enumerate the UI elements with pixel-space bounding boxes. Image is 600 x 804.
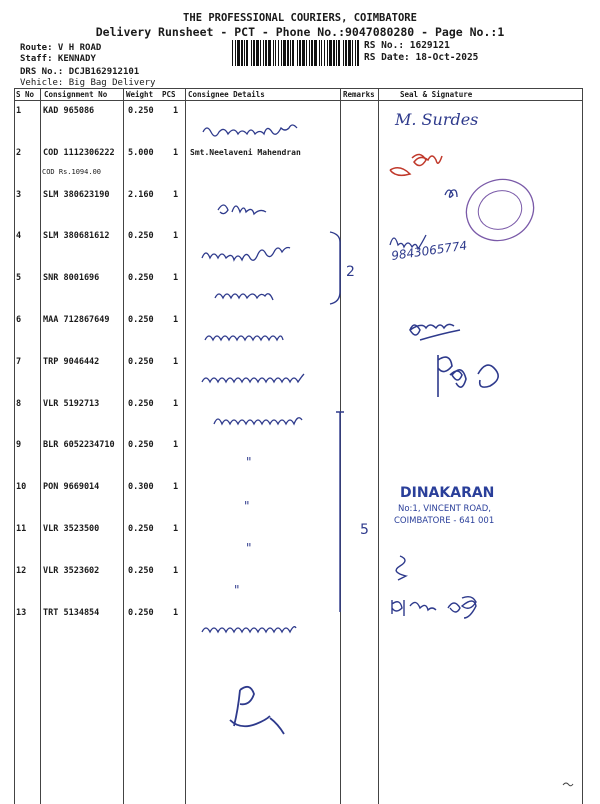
barcode-bar — [287, 40, 289, 66]
header-sno: S No — [16, 90, 35, 99]
bracket-rows-4-6 — [330, 232, 340, 304]
barcode-bar — [306, 40, 307, 66]
cell-consignment-no: BLR 6052234710 — [43, 440, 115, 450]
cell-sno: 6 — [16, 315, 22, 325]
seal-stamp-circle — [458, 170, 542, 250]
cell-sno: 7 — [16, 357, 22, 367]
barcode-bar — [321, 40, 322, 66]
handwritten-consignee-5 — [215, 294, 273, 300]
barcode-bar — [336, 40, 337, 66]
barcode-bar — [283, 40, 286, 66]
cell-consignment-no: MAA 712867649 — [43, 315, 110, 325]
cell-weight: 0.250 — [128, 273, 154, 283]
cell-consignee: Smt.Neelaveni Mahendran — [190, 148, 301, 157]
staff-label: Staff: KENNADY — [20, 54, 96, 64]
cell-consignment-no: KAD 965086 — [43, 106, 95, 116]
cell-sno: 3 — [16, 190, 22, 200]
barcode-bar — [329, 40, 332, 66]
cell-pcs: 1 — [173, 608, 179, 618]
barcode-graphic — [232, 40, 360, 66]
col-divider — [123, 88, 124, 804]
rs-date: RS Date: 18-Oct-2025 — [364, 52, 479, 63]
cell-weight: 0.250 — [128, 608, 154, 618]
signature-row3 — [445, 190, 457, 197]
cell-pcs: 1 — [173, 231, 179, 241]
table-top-border — [14, 88, 582, 89]
cell-weight: 2.160 — [128, 190, 154, 200]
col-divider — [185, 88, 186, 804]
signature-row12 — [396, 556, 406, 580]
barcode-bar — [275, 40, 276, 66]
col-divider — [14, 88, 15, 804]
header-consignment: Consignment No — [44, 90, 108, 99]
cell-weight: 0.250 — [128, 106, 154, 116]
barcode-bar — [281, 40, 282, 66]
barcode-bar — [235, 40, 236, 66]
barcode-bar — [319, 40, 320, 66]
barcode-bar — [327, 40, 328, 66]
handwritten-consignee-6 — [205, 336, 283, 340]
header-seal-signature: Seal & Signature — [400, 90, 473, 99]
cell-sno: 2 — [16, 148, 22, 158]
cell-pcs: 1 — [173, 566, 179, 576]
ditto-mark: " — [234, 583, 240, 597]
barcode-bar — [345, 40, 347, 66]
cell-sno: 12 — [16, 566, 27, 576]
cell-pcs: 1 — [173, 190, 179, 200]
cell-pcs: 1 — [173, 524, 179, 534]
rs-number: RS No.: 1629121 — [364, 40, 450, 51]
cell-weight: 0.250 — [128, 566, 154, 576]
barcode-bar — [333, 40, 335, 66]
cell-pcs: 1 — [173, 399, 179, 409]
col-divider — [40, 88, 41, 804]
cell-sno: 8 — [16, 399, 22, 409]
barcode-bar — [246, 40, 248, 66]
barcode-bar — [309, 40, 310, 66]
handwritten-consignee-8 — [214, 418, 302, 424]
cell-pcs: 1 — [173, 106, 179, 116]
col-divider — [582, 88, 583, 804]
barcode-bar — [299, 40, 301, 66]
vehicle-label: Vehicle: Big Bag Delivery — [20, 78, 156, 88]
barcode-bar — [273, 40, 274, 66]
barcode-bar — [314, 40, 317, 66]
barcode-bar — [324, 40, 325, 66]
handwritten-consignee-4 — [202, 248, 290, 261]
handwritten-consignee-3 — [218, 205, 266, 214]
handwritten-name-row4 — [390, 235, 426, 249]
document-title: THE PROFESSIONAL COURIERS, COIMBATORE — [183, 12, 417, 24]
barcode — [232, 40, 360, 66]
cell-sno: 4 — [16, 231, 22, 241]
signature-bottom — [230, 687, 284, 734]
cell-weight: 5.000 — [128, 148, 154, 158]
cell-sno: 10 — [16, 482, 27, 492]
cell-pcs: 1 — [173, 315, 179, 325]
drs-number: DRS No.: DCJB162912101 — [20, 67, 140, 77]
cell-consignment-no: SLM 380681612 — [43, 231, 110, 241]
signature-row2-red — [390, 154, 442, 175]
header-remarks: Remarks — [343, 90, 375, 99]
cell-consignment-no: TRP 9046442 — [43, 357, 100, 367]
cell-pcs: 1 — [173, 148, 179, 158]
barcode-bar — [237, 40, 240, 66]
route-label: Route: V H ROAD — [20, 43, 102, 53]
cell-weight: 0.250 — [128, 357, 154, 367]
cell-sno: 13 — [16, 608, 27, 618]
barcode-bar — [343, 40, 344, 66]
cell-sno: 1 — [16, 106, 22, 116]
barcode-bar — [348, 40, 351, 66]
barcode-bar — [268, 40, 271, 66]
barcode-bar — [355, 40, 356, 66]
cell-pcs: 1 — [173, 440, 179, 450]
ditto-mark: " — [246, 455, 252, 469]
barcode-bar — [253, 40, 255, 66]
ditto-mark: " — [244, 499, 250, 513]
barcode-bar — [352, 40, 353, 66]
cell-sno: 11 — [16, 524, 27, 534]
cell-weight: 0.250 — [128, 524, 154, 534]
header-pcs: PCS — [162, 90, 176, 99]
barcode-bar — [338, 40, 340, 66]
corner-mark — [563, 783, 573, 786]
col-divider — [340, 88, 341, 804]
cell-consignment-no: PON 9669014 — [43, 482, 100, 492]
barcode-bar — [232, 40, 233, 66]
cell-weight: 0.250 — [128, 440, 154, 450]
header-divider — [14, 100, 582, 101]
barcode-bar — [297, 40, 298, 66]
cell-sno: 9 — [16, 440, 22, 450]
col-divider — [378, 88, 379, 804]
barcode-bar — [260, 40, 261, 66]
handwritten-consignee-13 — [202, 627, 296, 632]
stamp-name: DINAKARAN — [400, 485, 495, 501]
remark-count-rows-8-13: 5 — [360, 522, 369, 538]
ditto-mark: " — [246, 541, 252, 555]
cell-weight: 0.300 — [128, 482, 154, 492]
cell-sno: 5 — [16, 273, 22, 283]
barcode-bar — [290, 40, 291, 66]
document-subtitle: Delivery Runsheet - PCT - Phone No.:9047080280 - Page No.:1 — [95, 25, 505, 39]
remark-count-rows-4-6: 2 — [346, 264, 355, 280]
handwritten-consignee-7 — [202, 374, 304, 382]
barcode-bar — [311, 40, 313, 66]
cell-consignment-no: SLM 380623190 — [43, 190, 110, 200]
cell-consignment-no: VLR 3523500 — [43, 524, 100, 534]
barcode-bar — [265, 40, 267, 66]
barcode-bar — [244, 40, 245, 66]
barcode-bar — [263, 40, 264, 66]
signature-row13 — [392, 597, 476, 618]
barcode-bar — [278, 40, 279, 66]
cell-pcs: 1 — [173, 273, 179, 283]
cell-weight: 0.250 — [128, 315, 154, 325]
signature-row7 — [438, 355, 498, 397]
header-weight: Weight — [126, 90, 154, 99]
cell-pcs: 1 — [173, 482, 179, 492]
cell-consignment-no: VLR 5192713 — [43, 399, 100, 409]
seal-stamp-inner — [473, 185, 527, 236]
cell-pcs: 1 — [173, 357, 179, 367]
barcode-bar — [251, 40, 252, 66]
cell-consignment-no: VLR 3523602 — [43, 566, 100, 576]
barcode-bar — [357, 40, 359, 66]
handwritten-phone-row4: 9843065774 — [390, 238, 469, 263]
cell-consignment-no: TRT 5134854 — [43, 608, 100, 618]
stamp-address-line2: COIMBATORE - 641 001 — [394, 516, 495, 526]
signature-row1: M. Surdes — [395, 110, 479, 129]
barcode-bar — [241, 40, 243, 66]
cell-weight: 0.250 — [128, 399, 154, 409]
cell-consignment-no: SNR 8001696 — [43, 273, 100, 283]
handwritten-consignee-1 — [203, 125, 297, 136]
cod-amount-note: COD Rs.1094.00 — [42, 168, 102, 176]
cell-consignment-no: COD 1112306222 — [43, 148, 115, 158]
header-consignee: Consignee Details — [188, 90, 265, 99]
barcode-bar — [302, 40, 305, 66]
barcode-bar — [256, 40, 259, 66]
cell-weight: 0.250 — [128, 231, 154, 241]
signature-row6 — [410, 324, 460, 340]
stamp-address-line1: No:1, VINCENT ROAD, — [398, 504, 491, 514]
barcode-bar — [292, 40, 294, 66]
